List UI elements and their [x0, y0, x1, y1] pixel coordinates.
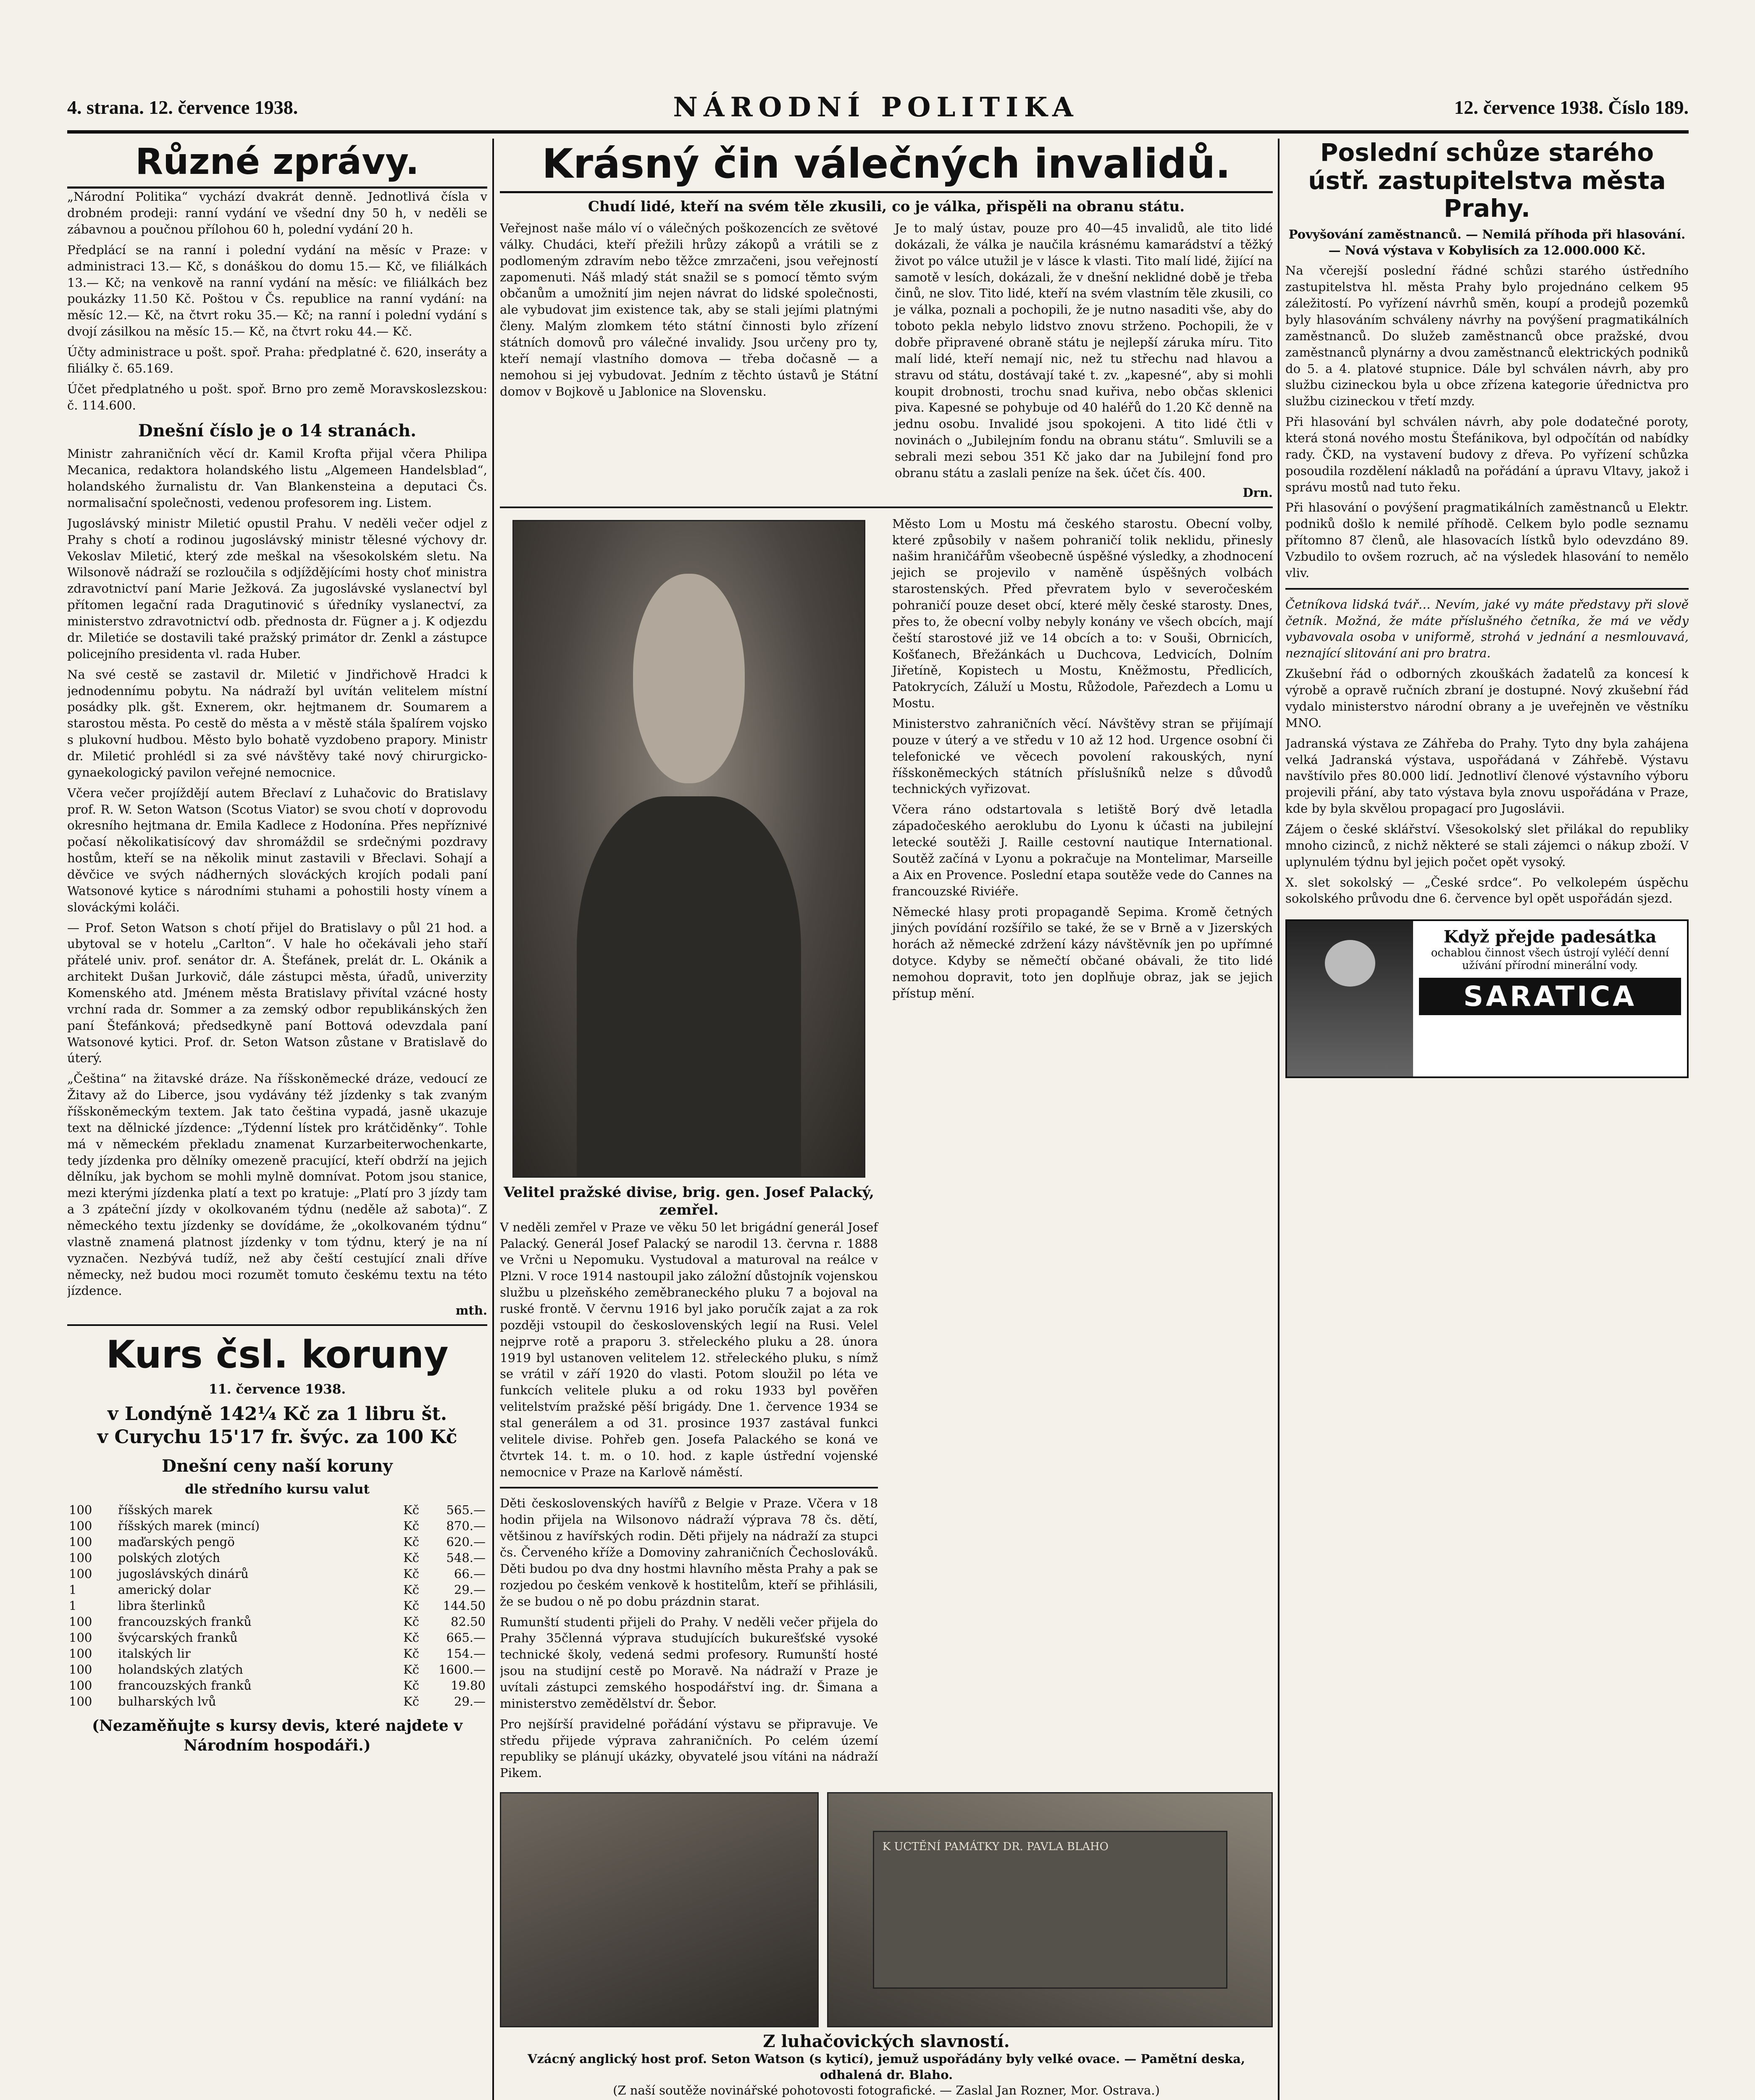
rate-val: 870.— — [446, 1518, 486, 1533]
council-headline: Poslední schůze starého ústř. zastupitelstva města Prahy. — [1308, 139, 1666, 223]
article-paragraph: „Národní Politika“ vychází dvakrát denně. Jednotlivá čísla v drobném prodeji: ranní vydání ve všední dny 50 h, v neděli se zábavnou a poučnou přílohou 60 h, polední vydání 20 h. — [67, 189, 487, 237]
rate-name: francouzských franků — [118, 1614, 252, 1629]
rate-name: holandských zlatých — [118, 1662, 243, 1677]
rate-name: říšských marek (mincí) — [118, 1518, 260, 1533]
news-item: Jugoslávský ministr Miletić opustil Prahu. V neděli večer odjel z Prahy s chotí a rodinou jugoslávský ministr tělesné výchovy dr. Vekoslav Miletić, který zde meškal na všesokolském sletu. Na Wilsonově nádraží se rozloučila s odjíždějícími hosty choť ministra zdravotnictví paní Marie Ježková. Za jugoslávské vyslanectví byl přítomen legační rada Dragutinović s úředníky vyslanectví, za ministerstvo zdravotnictví odb. přednosta dr. Fügner a j. K odjezdu dr. Miletiće se dostavili také pražský primátor dr. Zenkl a zástupce policejního presidenta vl. rada Huber. — [67, 516, 487, 661]
rate-name: americký dolar — [118, 1582, 211, 1597]
pages-notice: Dnešní číslo je o 14 stranách. — [138, 421, 417, 441]
news-item: Německé hlasy proti propagandě Sepima. Kromě četných jiných povídání rozšířilo se také, že se v Brně a v Jizerských horách až německé zdržení kázy návštěvník jen po upřímné dotyce. Kdyby se němečtí občané obávali, že tito lidé nemohou dopravit, toto jen doplňuje obraz, jak se jejich přístup mění. — [892, 904, 1273, 1000]
rate-amount: 100 — [69, 1630, 92, 1645]
rate-name: maďarských pengö — [118, 1534, 235, 1549]
news-item: Včera večer projíždějí autem Břeclaví z Luhačovic do Bratislavy prof. R. W. Seton Watson (Scotus Viator) se svou chotí v doprovodu okresního hejtmana dr. Emila Kadlece z Hodonína. Přes nepříznivé počasí několikatisícový dav shromáždil se srdečnými pozdravy hostům, kteří se na několik minut zastavili v Břeclavi. Sohají a děvčice ve svých nádherných slováckých krojích podali paní Watsonové kytice s národními stuhami a pohostili hosty vínem a slováckými koláči. — [67, 785, 487, 914]
article-paragraph: Veřejnost naše málo ví o válečných poškozencích ze světové války. Chudáci, kteří přežili hrůzy zákopů a vrátili se z podlomeným zdravím nebo těžce zmrzačeni, jsou veřejností zapomenuti. Náš mladý stát snažil se s pomocí těmto svým občanům a umožnití jim nejen návrat do lidské společnosti, ale vybudovat jim existence tak, aby se stali jejími platnými členy. Malým zlomkem této státní činnosti bylo zřízení státních domovů pro válečné invalidy. Jsou určeny pro ty, kteří nemají vlastního domova — třeba dočasně — a nemohou si jej vybudovat. Jedním z těchto ústavů je Státní domov v Bojkově u Jablonice na Slovensku. — [500, 220, 878, 399]
center-lower — [500, 516, 1273, 1785]
ad-face — [1325, 940, 1375, 987]
rates-zurich: v Curychu 15'17 fr. švýc. za 100 Kč — [97, 1426, 457, 1448]
rate-val: 548.— — [446, 1550, 486, 1565]
rate-val: 82.50 — [450, 1614, 486, 1629]
portrait-head — [633, 574, 745, 783]
rate-cur: Kč — [403, 1646, 419, 1661]
luhacovice-photos — [500, 1792, 1273, 2027]
article-paragraph: Účty administrace u pošt. spoř. Praha: předplatné č. 620, inseráty a filiálky č. 65.169. — [67, 345, 487, 375]
photo-caption: Vzácný anglický host prof. Seton Watson (s kyticí), jemuž uspořádány byly velké ovace. — Pamětní deska, odhalená dr. Blaho. — [527, 2052, 1245, 2082]
obituary-block — [500, 516, 878, 1785]
newspaper-title: NÁRODNÍ POLITIKA — [673, 91, 1079, 123]
news-item: Ministr zahraničních věcí dr. Kamil Krofta přijal včera Philipa Mecanica, redaktora holandského listu „Algemeen Handelsblad“, holandského žurnalistu dr. Van Blankensteina a deputaci Čs. normalisační společnosti, vedenou profesorem ing. Listem. — [67, 446, 487, 510]
rates-london: v Londýně 142¼ Kč za 1 libru št. — [107, 1403, 447, 1425]
rate-row — [67, 1614, 487, 1630]
rate-name: polských zlotých — [118, 1550, 221, 1565]
article-paragraph: Při hlasování byl schválen návrh, aby pole dodatečné poroty, která stoná nového mostu Štefánikova, byl odpočítán od nabídky rady. ČKD, na vystavení budovy z dřeva. Po vyřízení schůzka posoudila rozdělení nákladů na pořádání a úpravu Vltavy, jakož i správu mostů nad tuto řeku. — [1285, 415, 1689, 494]
rate-row — [67, 1677, 487, 1693]
news-item: Na své cestě se zastavil dr. Miletić v Jindřichově Hradci k jednodennímu pobytu. Na nádraží byl uvítán velitelem místní posádky plk. gšt. Exnerem, okr. hejtmanem dr. Soumarem a starostou města. Po cestě do města a v městě stála špalírem vojsko s plukovní hudbou. Město bylo bohatě vyzdobeno prapory. Ministr dr. Miletić prohlédl si za své návštěvy také nový chirurgicko-gynaekologický pavilon veřejné nemocnice. — [67, 667, 487, 780]
article-paragraph: Účet předplatného u pošt. spoř. Brno pro země Moravskoslezskou: č. 114.600. — [67, 381, 487, 412]
rate-row — [67, 1502, 487, 1518]
news-item: „Čeština“ na žitavské dráze. Na říšskoněmecké dráze, vedoucí ze Žitavy až do Liberce, jsou vydávány též jízdenky s tak zvaným říšskoněmeckým textem. Jak tato čeština vypadá, jasně ukazuje text na dělnické jízdence: „Týdenní lístek pro krátčiděnky“. Tohle má v německém překladu znamenat Kurzarbeiterwochenkarte, tedy jízdenka pro dělníky omezeně pracující, kteří obdrží na jejich dělníku, jak bychom se mohli mylně domnívat. Potom jsou stanice, mezi kterými jízdenka platí a text po kratuje: „Platí pro 3 jízdy tam a 3 zpáteční jízdy v okolkovaném týdnu (neděle až sabota)“. Z německého textu jízdenky se dovídáme, že „okolkovaném týdnu“ vlastně znamená platnost jízdenky v tom týdnu, který je na ní vyznačen. Nezbývá tudíž, než aby čeští cestující znali dříve německy, než budou moci rozumět tomuto českému textu na této jízdence. — [67, 1071, 487, 1298]
ad-copy: ochablou činnost všech ústrojí vyléčí denní užívání přírodní minerální vody. — [1431, 947, 1669, 972]
section-headline: Různé zprávy. — [67, 139, 487, 189]
rates-today-title: Dnešní ceny naší koruny — [162, 1456, 393, 1476]
news-item: Děti československých havířů z Belgie v Praze. Včera v 18 hodin přijela na Wilsonovo nádraží výprava 78 čs. dětí, většinou z havířských rodin. Děti přijely na nádraží za stupci čs. Červeného kříže a Domoviny zahraničních Čechoslováků. Děti budou po dva dny hostmi hlavního města Prahy a pak se rozjedou po českém venkově k hostitelům, kteří se přihlásili, že se budou o ně po dobu prázdnin starat. — [500, 1496, 878, 1609]
news-item: Četníkova lidská tvář… Nevím, jaké vy máte představy při slově četník. Možná, že máte příslušného četníka, že má ve vědy vybavovala osoba v uniformě, strohá v jednání a nesmlouvavá, neznající slitování ani pro bratra. — [1285, 597, 1689, 661]
news-item: Zkušební řád o odborných zkouškách žadatelů za koncesí k výrobě a opravě ručních zbraní je dostupné. Nový zkušební řád vydalo ministerstvo národní obrany a je uveřejněn ve věstníku MNO. — [1285, 667, 1689, 730]
rate-val: 29.— — [454, 1582, 486, 1597]
rate-val: 565.— — [446, 1502, 486, 1517]
rate-name: říšských marek — [118, 1502, 213, 1517]
article-paragraph: Je to malý ústav, pouze pro 40—45 invalidů, ale tito lidé dokázali, že válka je naučila krásnému kamarádství a těžký život po válce utužil je v lásce k vlasti. Tito malí lidé, žijící na samotě v lesích, dokázali, že v dnešní neklidné době je třeba činů, ne slov. Tito lidé, kteří na svém vlastním těle zkusili, co je válka, poznali a pochopili, že je nutno nasaditi vše, aby do toboto pekla nebylo lidstvo znovu strženo. Pochopili, že v dobře připravené obraně státu je nejlepší záruka míru. Tito malí lidé, kteří nemají nic, než tu střechu nad hlavou a stravu od státu, dostávají také t. zv. „kapesné“, aby si mohli koupit drobnosti, trochu snad kuřiva, nebo občas sklenici piva. Kapesné se pohybuje od 40 haléřů do 1.20 Kč denně na jednu osobu. Invalidé jsou spokojeni. A tito lidé čtli v novinách o „Jubilejním fondu na obranu státu“. Smluvili se a sebrali mezi sebou 351 Kč jako dar na Jubilejní fond pro obranu státu a zaslali peníze na šek. účet čís. 400. — [895, 220, 1273, 480]
rates-table — [67, 1502, 487, 1709]
rate-cur: Kč — [403, 1582, 419, 1597]
rate-row — [67, 1598, 487, 1614]
rate-name: bulharských lvů — [118, 1694, 216, 1709]
ad-heading: Když přejde padesátka — [1443, 927, 1657, 947]
news-item: Jadranská výstava ze Záhřeba do Prahy. Tyto dny byla zahájena velká Jadranská výstava, uspořádaná v Záhřebě. Výstavu navštívilo přes 80.000 lidí. Jednotliví členové výstavního výboru projevili přání, aby tato výstava byla znovu uspořádána v Praze, kde by byla skvělou propagací pro Jugoslávii. — [1285, 736, 1689, 816]
rate-amount: 1 — [69, 1598, 77, 1613]
rate-cur: Kč — [403, 1518, 419, 1533]
rate-cur: Kč — [403, 1502, 419, 1517]
lead-headline: Krásný čin válečných invalidů. — [500, 139, 1273, 193]
page-info: 4. strana. 12. července 1938. — [67, 96, 298, 118]
rate-row — [67, 1693, 487, 1709]
rate-name: italských lir — [118, 1646, 191, 1661]
rate-amount: 100 — [69, 1614, 92, 1629]
divider — [1285, 588, 1689, 590]
rate-val: 154.— — [446, 1646, 486, 1661]
rate-amount: 100 — [69, 1566, 92, 1581]
obituary-title: Velitel pražské divise, brig. gen. Josef Palacký, zemřel. — [504, 1184, 874, 1219]
rate-amount: 1 — [69, 1582, 77, 1597]
rate-cur: Kč — [403, 1662, 419, 1677]
rate-row — [67, 1534, 487, 1550]
article-paragraph: Na včerejší poslední řádné schůzi starého ústředního zastupitelstva hl. města Prahy bylo projednáno celkem 95 záležitostí. Po vyřízení návrhů směn, koupí a prodejů pozemků byly hlasováním schváleny návrhy na povýšení pragmatikálních zaměstnanců. Do služeb zaměstnanců obce pražské, dvou zaměstnanců plynárny a dvou zaměstnanců elektrických podniků do 5. a 4. platové stupnice. Dále byl schválen návrh, aby pro službu cizineckou byla u obce zřízena kategorie úřednictva pro službu cizineckou v třetí mzdy. — [1285, 263, 1689, 409]
rate-cur: Kč — [403, 1566, 419, 1581]
rate-cur: Kč — [403, 1550, 419, 1565]
news-item: Pro nejšírší pravidelné pořádání výstavu se připravuje. Ve středu přijede výprava zahraničních. Po celém území republiky se plánují ukázky, obyvatelé jsou vítáni na nádraží Pikem. — [500, 1717, 878, 1780]
rate-val: 1600.— — [438, 1662, 486, 1677]
rate-name: švýcarských franků — [118, 1630, 238, 1645]
rate-row — [67, 1550, 487, 1566]
general-portrait-photo — [512, 520, 865, 1178]
rate-amount: 100 — [69, 1694, 92, 1709]
author-sign: mth. — [455, 1303, 487, 1318]
news-item: — Prof. Seton Watson s chotí přijel do Bratislavy o půl 21 hod. a ubytoval se v hotelu „Carlton“. V hale ho očekávali jeho staří přátelé univ. prof. senátor dr. A. Štefánek, prelát dr. L. Okánik a architekt Dušan Jurkovič, dále zástupci města, úřadů, univerzity Komenského atd. Jménem města Bratislavy přivítal vzácné hosty vrchní rada dr. Sommer a za zemský odbor republikánských žen paní Štefánková; předsedkyně paní Bottová odevzdala paní Watsonové kytici. Prof. dr. Seton Watson zůstane v Bratislavě do úterý. — [67, 920, 487, 1066]
rate-amount: 100 — [69, 1502, 92, 1517]
rate-cur: Kč — [403, 1630, 419, 1645]
divider — [500, 507, 1273, 508]
crowd-photo — [500, 1792, 819, 2027]
divider — [67, 1324, 487, 1326]
rate-val: 665.— — [446, 1630, 486, 1645]
rates-title: Kurs čsl. koruny — [106, 1333, 449, 1377]
obituary-text: V neděli zemřel v Praze ve věku 50 let brigádní generál Josef Palacký. Generál Josef Palacký se narodil 13. června r. 1888 ve Vrčni u Nepomuku. Vystudoval a maturoval na reálce v Plzni. V roce 1914 nastoupil jako záložní důstojník vojenskou službu u plzeňského zeměbraneckého pluku 7 a bojoval na ruské frontě. V červnu 1916 byl jako poručík zajat a za rok později vstoupil do československých legií na Rusi. Velel nejprve rotě a praporu 3. střeleckého pluku a 28. února 1919 byl ustanoven velitelem 12. střeleckého pluku, s nímž se vrátil v září 1920 do vlasti. Potom sloužil po léta ve funkcích velitele pluku a od roku 1933 byl pověřen velitelstvím pražské pěší brigády. Dne 1. července 1934 se stal generálem a od 31. prosince 1937 zastával funkci velitele divise. Pohřeb gen. Josefa Palackého se koná ve čtvrtek 14. t. m. o 10. hod. z kaple ústřední vojenské nemocnice v Praze na Karlově náměstí. — [500, 1220, 878, 1479]
rate-amount: 100 — [69, 1678, 92, 1693]
rate-row — [67, 1518, 487, 1534]
ad-text — [1413, 921, 1687, 1076]
plaque-photo — [827, 1792, 1273, 2027]
rate-amount: 100 — [69, 1646, 92, 1661]
rate-amount: 100 — [69, 1550, 92, 1565]
rate-amount: 100 — [69, 1518, 92, 1533]
rate-cur: Kč — [403, 1694, 419, 1709]
column-left — [67, 139, 487, 2100]
photo-credit: (Z naší soutěže novinářské pohotovosti fotografické. — Zaslal Jan Rozner, Mor. Ostrava.) — [613, 2083, 1160, 2098]
ad-brand: SARATICA — [1419, 978, 1681, 1015]
photo-caption-title: Z luhačovických slavností. — [763, 2032, 1010, 2052]
author-sign: Drn. — [1243, 485, 1273, 500]
article-paragraph: Předplácí se na ranní i polední vydání na měsíc v Praze: v administraci 13.— Kč, s donáškou do domu 15.— Kč, ve filiálkách 13.— Kč; na venkově na ranní vydání na měsíc: ve filiálkách bez poukázky 11.50 Kč. Poštou v Čs. republice na ranní vydání: na měsíc 12.— Kč, na čtvrt roku 35.— Kč; na ranní i polední vydání s dvojí zásilkou na měsíc 15.— Kč, na čtvrt roku 44.— Kč. — [67, 242, 487, 339]
news-item: Zájem o české sklářství. Všesokolský slet přilákal do republiky mnoho cizinců, z nichž některé se stali zájemci o nákup zboží. V uplynulém týdnu byl jejich počet opět vysoký. — [1285, 822, 1689, 869]
rate-cur: Kč — [403, 1614, 419, 1629]
news-item: Včera ráno odstartovala s letiště Borý dvě letadla západočeského aeroklubu do Lyonu k účasti na jubilejní letecké soutěži J. Raille cestovní nautique International. Soutěž začíná v Lyonu a pokračuje na Montelimar, Marseille a Aix en Provence. Poslední etapa soutěže vede do Cannes na francouzské Riviéře. — [892, 802, 1273, 898]
council-subheadline: Povyšování zaměstnanců. — Nemilá příhoda při hlasování. — Nová výstava v Kobylisích za 12.000.000 Kč. — [1288, 227, 1686, 257]
divider — [500, 1487, 878, 1488]
masthead — [67, 84, 1689, 134]
rate-row — [67, 1662, 487, 1677]
rate-val: 19.80 — [450, 1678, 486, 1693]
rate-row — [67, 1566, 487, 1582]
rate-row — [67, 1630, 487, 1646]
rate-cur: Kč — [403, 1534, 419, 1549]
rate-row — [67, 1582, 487, 1598]
rate-name: libra šterlinků — [118, 1598, 206, 1613]
rates-subtitle: dle středního kursu valut — [185, 1481, 370, 1497]
lead-article — [500, 220, 1273, 486]
memorial-plaque: K UCTĚNÍ PAMÁTKY DR. PAVLA BLAHO — [873, 1831, 1227, 1989]
rate-amount: 100 — [69, 1534, 92, 1549]
rate-name: jugoslávských dinárů — [118, 1566, 249, 1581]
rate-val: 29.— — [454, 1694, 486, 1709]
rate-val: 620.— — [446, 1534, 486, 1549]
rates-date: 11. července 1938. — [208, 1382, 346, 1397]
column-right — [1285, 139, 1689, 2100]
news-item: Ministerstvo zahraničních věcí. Návštěvy stran se přijímají pouze v úterý a ve středu v 10 až 12 hod. Urgence osobní či telefonické ve věcech povolení rakouských, nyní říšskoněmeckých státních příslušníků nelze s důvodů technických vyřizovat. — [892, 717, 1273, 796]
column-rule — [1278, 139, 1279, 2100]
rates-footer: (Nezaměňujte s kursy devis, které najdete v Národním hospodáři.) — [92, 1717, 463, 1754]
news-item: X. slet sokolský — „České srdce“. Po velkolepém úspěchu sokolského průvodu dne 6. července byl opět uspořádán sjezd. — [1285, 875, 1689, 906]
rate-val: 66.— — [454, 1566, 486, 1581]
article-paragraph: Při hlasování o povýšení pragmatikálních zaměstnanců u Elektr. podniků došlo k nemilé příhodě. Celkem bylo podle seznamu přítomno 87 členů, ale hlasovacích lístků bylo odevzdáno 89. Vzbudilo to ovšem rozruch, ač na výsledek hlasování to nemělo vliv. — [1285, 500, 1689, 580]
portrait-uniform — [577, 796, 801, 1176]
column-rule — [492, 139, 494, 2100]
center-right-news — [892, 516, 1273, 1785]
lead-subheadline: Chudí lidé, kteří na svém těle zkusili, co je válka, přispěli na obranu státu. — [588, 198, 1185, 215]
rate-row — [67, 1646, 487, 1662]
rate-cur: Kč — [403, 1678, 419, 1693]
news-item: Rumunští studenti přijeli do Prahy. V neděli večer přijela do Prahy 35členná výprava studujících bukurešťské vysoké technické školy, vedená sedmi profesory. Rumunští hosté jsou na studijní cestě po Moravě. Na nádraží v Praze je uvítali zástupci zemského hospodářství ing. dr. Šimana a ministerstvo zemědělství dr. Šebor. — [500, 1614, 878, 1711]
rate-amount: 100 — [69, 1662, 92, 1677]
news-item: Město Lom u Mostu má českého starostu. Obecní volby, které způsobily v našem pohraničí tolik neklidu, přinesly našim hraničářům všeobecně úspěšné výsledky, a zhodnocení jejich se projevilo v naměně úspěšných volbách starostenských. Před převratem bylo v severočeském pohraničí pouze deset obcí, které měly české starosty. Dnes, přes to, že obecní volby nebyly konány ve všech obcích, mají čeští starostové již ve 14 obcích a to: v Souši, Obrnicích, Košťanech, Břežánkách u Duchcova, Ledvicích, Dolním Jiřetíně, Kopistech u Mostu, Kněžmostu, Předlicích, Patokrycích, Záluží u Mostu, Růžodole, Pařezdech a Lomu u Mostu. — [892, 516, 1273, 711]
column-center — [500, 139, 1273, 2100]
ad-figure — [1287, 921, 1413, 1076]
rate-val: 144.50 — [443, 1598, 486, 1613]
issue-info: 12. července 1938. Číslo 189. — [1454, 96, 1689, 118]
rate-cur: Kč — [403, 1598, 419, 1613]
saratica-advertisement — [1285, 919, 1689, 1078]
rate-name: francouzských franků — [118, 1678, 252, 1693]
